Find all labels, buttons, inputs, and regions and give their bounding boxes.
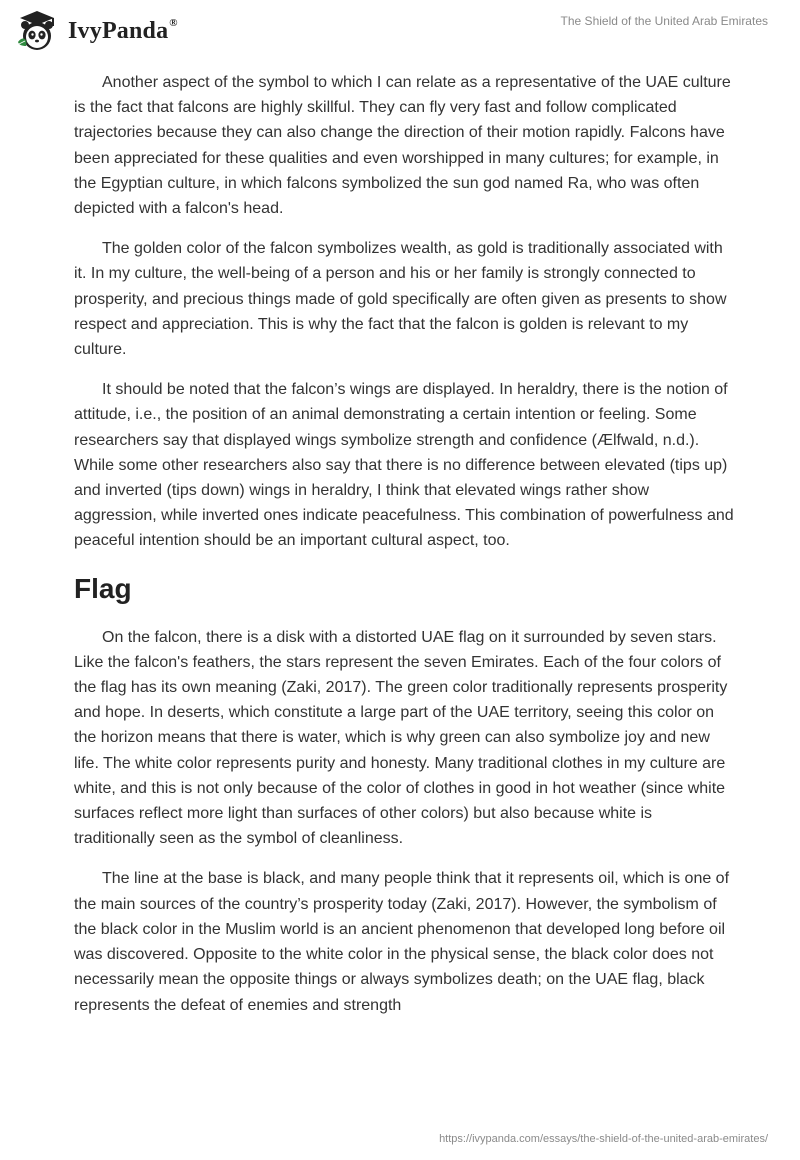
- panda-logo-icon: [14, 8, 60, 54]
- page-header: [0, 0, 800, 60]
- brand-logo[interactable]: [14, 8, 178, 54]
- paragraph: The golden color of the falcon symbolizes wealth, as gold is traditionally associated with it. In my culture, the well-being of a person and his or her family is strongly connected to prosperity, and precious things made of gold specifically are often given as presents to show respect and appreciation. This is why the fact that the falcon is golden is relevant to my culture.: [74, 240, 727, 359]
- paragraph: It should be noted that the falcon’s wings are displayed. In heraldry, there is the notion of attitude, i.e., the position of an animal demonstrating a certain intention or feeling. Some researchers say that displayed wings symbolize strength and confidence (Ælfwald, n.d.). While some other researchers also say that there is no difference between elevated (tips up) and inverted (tips down) wings in heraldry, I think that elevated wings rather show aggression, while inverted ones indicate peacefulness. This combination of powerfulness and peaceful intention should be an important cultural aspect, too.: [74, 381, 734, 550]
- section-heading: Flag: [74, 572, 132, 604]
- source-url[interactable]: https://ivypanda.com/essays/the-shield-of-the-united-arab-emirates/: [439, 1133, 768, 1145]
- paragraph: Another aspect of the symbol to which I can relate as a representative of the UAE culture is the fact that falcons are highly skillful. They can fly very fast and follow complicated trajectories because they can also change the direction of their motion rapidly. Falcons have been appreciated for these qualities and even worshipped in many cultures; for example, in the Egyptian culture, in which falcons symbolized the sun god named Ra, who was often depicted with a falcon's head.: [74, 74, 731, 218]
- document-title: The Shield of the United Arab Emirates: [560, 14, 768, 28]
- paragraph: On the falcon, there is a disk with a distorted UAE flag on it surrounded by seven stars. Like the falcon's feathers, the stars represent the seven Emirates. Each of the four colors of the flag has its own meaning (Zaki, 2017). The green color traditionally represents prosperity and hope. In deserts, which constitute a large part of the UAE territory, seeing this color on the horizon means that there is water, which is why green can also symbolize joy and new life. The white color represents purity and honesty. Many traditional clothes in my culture are white, and this is not only because of the color of clothes in good in hot weather (since white surfaces reflect more light than surfaces of other colors) but also because white is traditionally seen as the symbol of cleanliness.: [74, 628, 728, 848]
- essay-body: [74, 70, 734, 1033]
- brand-name: IvyPanda®: [68, 17, 178, 44]
- paragraph: The line at the base is black, and many people think that it represents oil, which is one of the main sources of the country’s prosperity today (Zaki, 2017). However, the symbolism of the black color in the Muslim world is an ancient phenomenon that developed long before oil was discovered. Opposite to the white color in the physical sense, the black color does not necessarily mean the opposite things or always symbolizes death; on the UAE flag, black represents the defeat of enemies and strength: [74, 870, 730, 1014]
